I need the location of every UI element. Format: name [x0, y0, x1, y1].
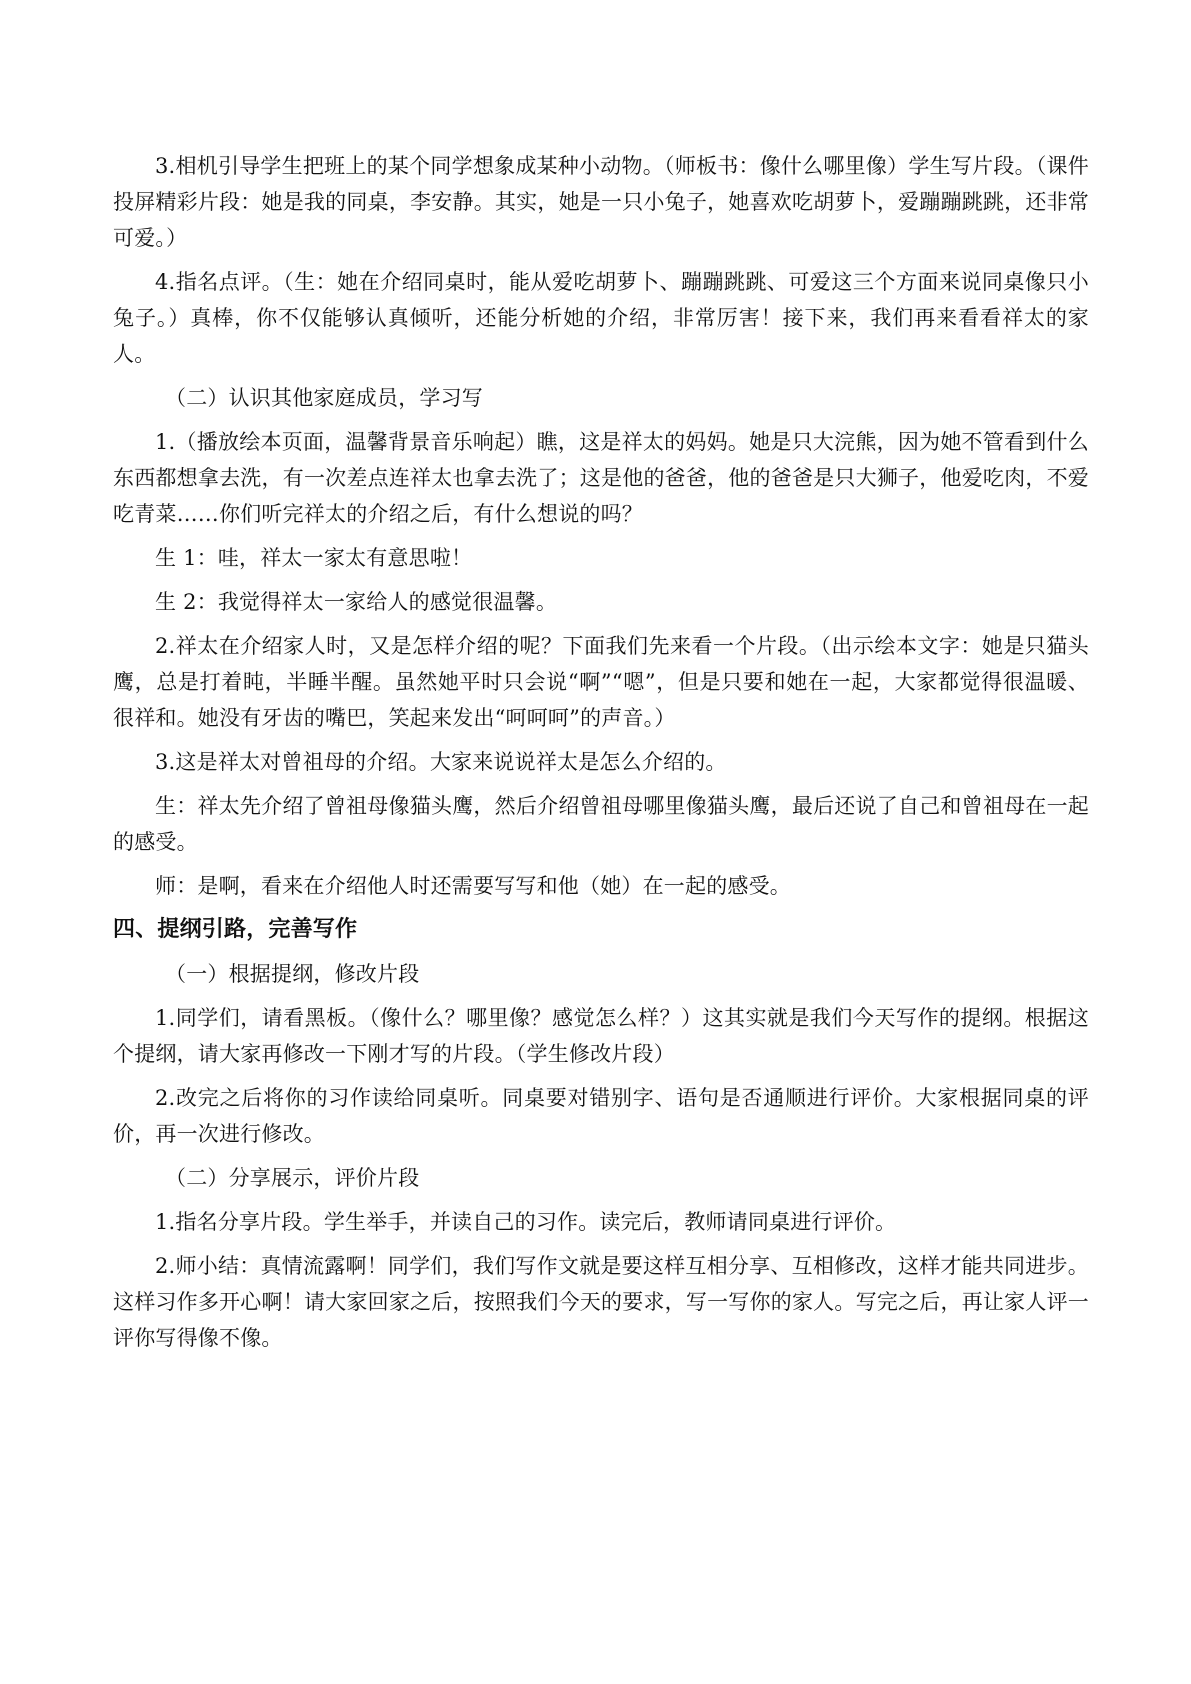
- document-page: [113, 148, 1089, 1364]
- section-heading-outline: 四、提纲引路，完善写作: [113, 917, 358, 942]
- paragraph-teacher-answer: 师：是啊，看来在介绍他人时还需要写写和他（她）在一起的感受。: [155, 874, 791, 898]
- paragraph-student-2: 生 2：我觉得祥太一家给人的感觉很温馨。: [155, 590, 558, 614]
- paragraph-summary: 2.师小结：真情流露啊！同学们，我们写作文就是要这样互相分享、互相修改，这样才能共同进步。这样习作多开心啊！请大家回家之后，按照我们今天的要求，写一写你的家人。写完之后，再让家人评一评你写得像不像。: [113, 1254, 1089, 1350]
- paragraph-introduction-method: 2.祥太在介绍家人时，又是怎样介绍的呢？下面我们先来看一个片段。（出示绘本文字：她是只猫头鹰，总是打着盹，半睡半醒。虽然她平时只会说“啊”“嗯”，但是只要和她在一起，大家都觉得很温暖、很祥和。她没有牙齿的嘴巴，笑起来发出“呵呵呵”的声音。）: [113, 634, 1089, 730]
- paragraph-great-grandmother: 3.这是祥太对曾祖母的介绍。大家来说说祥太是怎么介绍的。: [155, 750, 727, 774]
- paragraph-picture-book: 1.（播放绘本页面，温馨背景音乐响起）瞧，这是祥太的妈妈。她是只大浣熊，因为她不管看到什么东西都想拿去洗，有一次差点连祥太也拿去洗了；这是他的爸爸，他的爸爸是只大狮子，他爱吃肉，不爱吃青菜……你们听完祥太的介绍之后，有什么想说的吗？: [113, 430, 1089, 526]
- paragraph-blackboard: 1.同学们，请看黑板。（像什么？哪里像？感觉怎么样？）这其实就是我们今天写作的提纲。根据这个提纲，请大家再修改一下刚才写的片段。（学生修改片段）: [113, 1006, 1089, 1066]
- paragraph-peer-review: 2.改完之后将你的习作读给同桌听。同桌要对错别字、语句是否通顺进行评价。大家根据同桌的评价，再一次进行修改。: [113, 1086, 1089, 1146]
- subheading-share: （二）分享展示，评价片段: [165, 1166, 420, 1190]
- paragraph-step-4: 4.指名点评。（生：她在介绍同桌时，能从爱吃胡萝卜、蹦蹦跳跳、可爱这三个方面来说同桌像只小兔子。）真棒，你不仅能够认真倾听，还能分析她的介绍，非常厉害！接下来，我们再来看看祥太的家人。: [113, 270, 1089, 366]
- paragraph-student-answer: 生：祥太先介绍了曾祖母像猫头鹰，然后介绍曾祖母哪里像猫头鹰，最后还说了自己和曾祖母在一起的感受。: [113, 794, 1089, 854]
- subheading-family-members: （二）认识其他家庭成员，学习写: [165, 386, 483, 410]
- paragraph-step-3: 3.相机引导学生把班上的某个同学想象成某种小动物。（师板书：像什么哪里像）学生写片段。（课件投屏精彩片段：她是我的同桌，李安静。其实，她是一只小兔子，她喜欢吃胡萝卜，爱蹦蹦跳跳，还非常可爱。）: [113, 154, 1089, 250]
- paragraph-share: 1.指名分享片段。学生举手，并读自己的习作。读完后，教师请同桌进行评价。: [155, 1210, 897, 1234]
- subheading-revise: （一）根据提纲，修改片段: [165, 962, 420, 986]
- paragraph-student-1: 生 1：哇，祥太一家太有意思啦！: [155, 546, 473, 570]
